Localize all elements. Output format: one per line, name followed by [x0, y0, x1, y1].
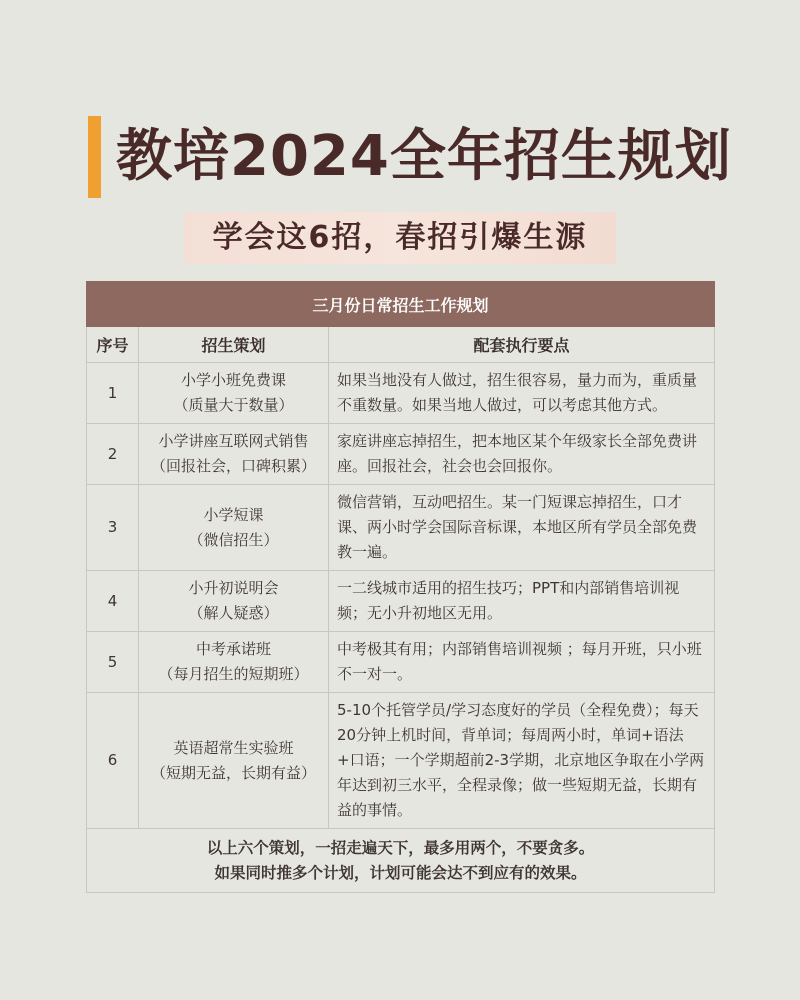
- header-no: 序号: [87, 327, 139, 363]
- header-plan: 招生策划: [139, 327, 329, 363]
- plan-name: 小学短课: [203, 505, 264, 524]
- table-row: [87, 571, 715, 632]
- row-number: 3: [87, 485, 139, 571]
- table-header-row: [87, 327, 715, 363]
- row-plan: [139, 571, 329, 632]
- page-title: 教培2024全年招生规划: [116, 124, 732, 189]
- table-row: [87, 632, 715, 693]
- header-detail: 配套执行要点: [329, 327, 715, 363]
- table-footer: [87, 829, 715, 893]
- row-detail: 如果当地没有人做过，招生很容易，量力而为，重质量不重数量。如果当地人做过，可以考虑其他方式。: [329, 363, 715, 424]
- table-row: [87, 363, 715, 424]
- row-detail: 微信营销，互动吧招生。某一门短课忘掉招生，口才课、两小时学会国际音标课，本地区所有学员全部免费教一遍。: [329, 485, 715, 571]
- plan-note: （每月招生的短期班）: [158, 665, 309, 683]
- plan-note: （质量大于数量）: [173, 396, 294, 414]
- row-plan: [139, 424, 329, 485]
- page-subtitle: 学会这6招，春招引爆生源: [212, 220, 588, 255]
- plan-name: 英语超常生实验班: [173, 738, 294, 757]
- footer-line: 以上六个策划，一招走遍天下，最多用两个，不要贪多。: [206, 838, 595, 857]
- row-plan: [139, 363, 329, 424]
- table-footer-row: [87, 829, 715, 893]
- plan-note: （微信招生）: [188, 530, 279, 549]
- plan-table: [86, 281, 715, 893]
- row-detail: 中考极其有用；内部销售培训视频 ；每月开班，只小班不一对一。: [329, 632, 715, 693]
- row-detail: 一二线城市适用的招生技巧；PPT和内部销售培训视频；无小升初地区无用。: [329, 571, 715, 632]
- row-number: 6: [87, 693, 139, 829]
- title-accent-bar: [88, 116, 101, 198]
- plan-name: 小学讲座互联网式销售: [158, 432, 309, 450]
- footer-line: 如果同时推多个计划，计划可能会达不到应有的效果。: [214, 863, 587, 882]
- plan-name: 中考承诺班: [195, 640, 271, 658]
- plan-note: （回报社会，口碑积累）: [150, 457, 316, 475]
- row-plan: [139, 632, 329, 693]
- table-row: [87, 424, 715, 485]
- row-number: 2: [87, 424, 139, 485]
- row-detail: 家庭讲座忘掉招生，把本地区某个年级家长全部免费讲座。回报社会，社会也会回报你。: [329, 424, 715, 485]
- plan-note: （解人疑惑）: [188, 604, 279, 622]
- table-caption: 三月份日常招生工作规划: [87, 282, 715, 327]
- table-row: [87, 485, 715, 571]
- row-number: 1: [87, 363, 139, 424]
- row-plan: [139, 693, 329, 829]
- table-row: [87, 693, 715, 829]
- plan-name: 小升初说明会: [188, 579, 279, 597]
- row-number: 4: [87, 571, 139, 632]
- row-number: 5: [87, 632, 139, 693]
- row-detail: 5-10个托管学员/学习态度好的学员（全程免费）；每天20分钟上机时间，背单词；每周两小时，单词+语法+口语；一个学期超前2-3学期，北京地区争取在小学两年达到初三水平，全程录像；做一些短期无益，长期有益的事情。: [329, 693, 715, 829]
- subtitle-banner: [184, 212, 616, 264]
- table-caption-row: [87, 282, 715, 327]
- row-plan: [139, 485, 329, 571]
- plan-name: 小学小班免费课: [180, 371, 286, 389]
- plan-note: （短期无益，长期有益）: [150, 763, 316, 782]
